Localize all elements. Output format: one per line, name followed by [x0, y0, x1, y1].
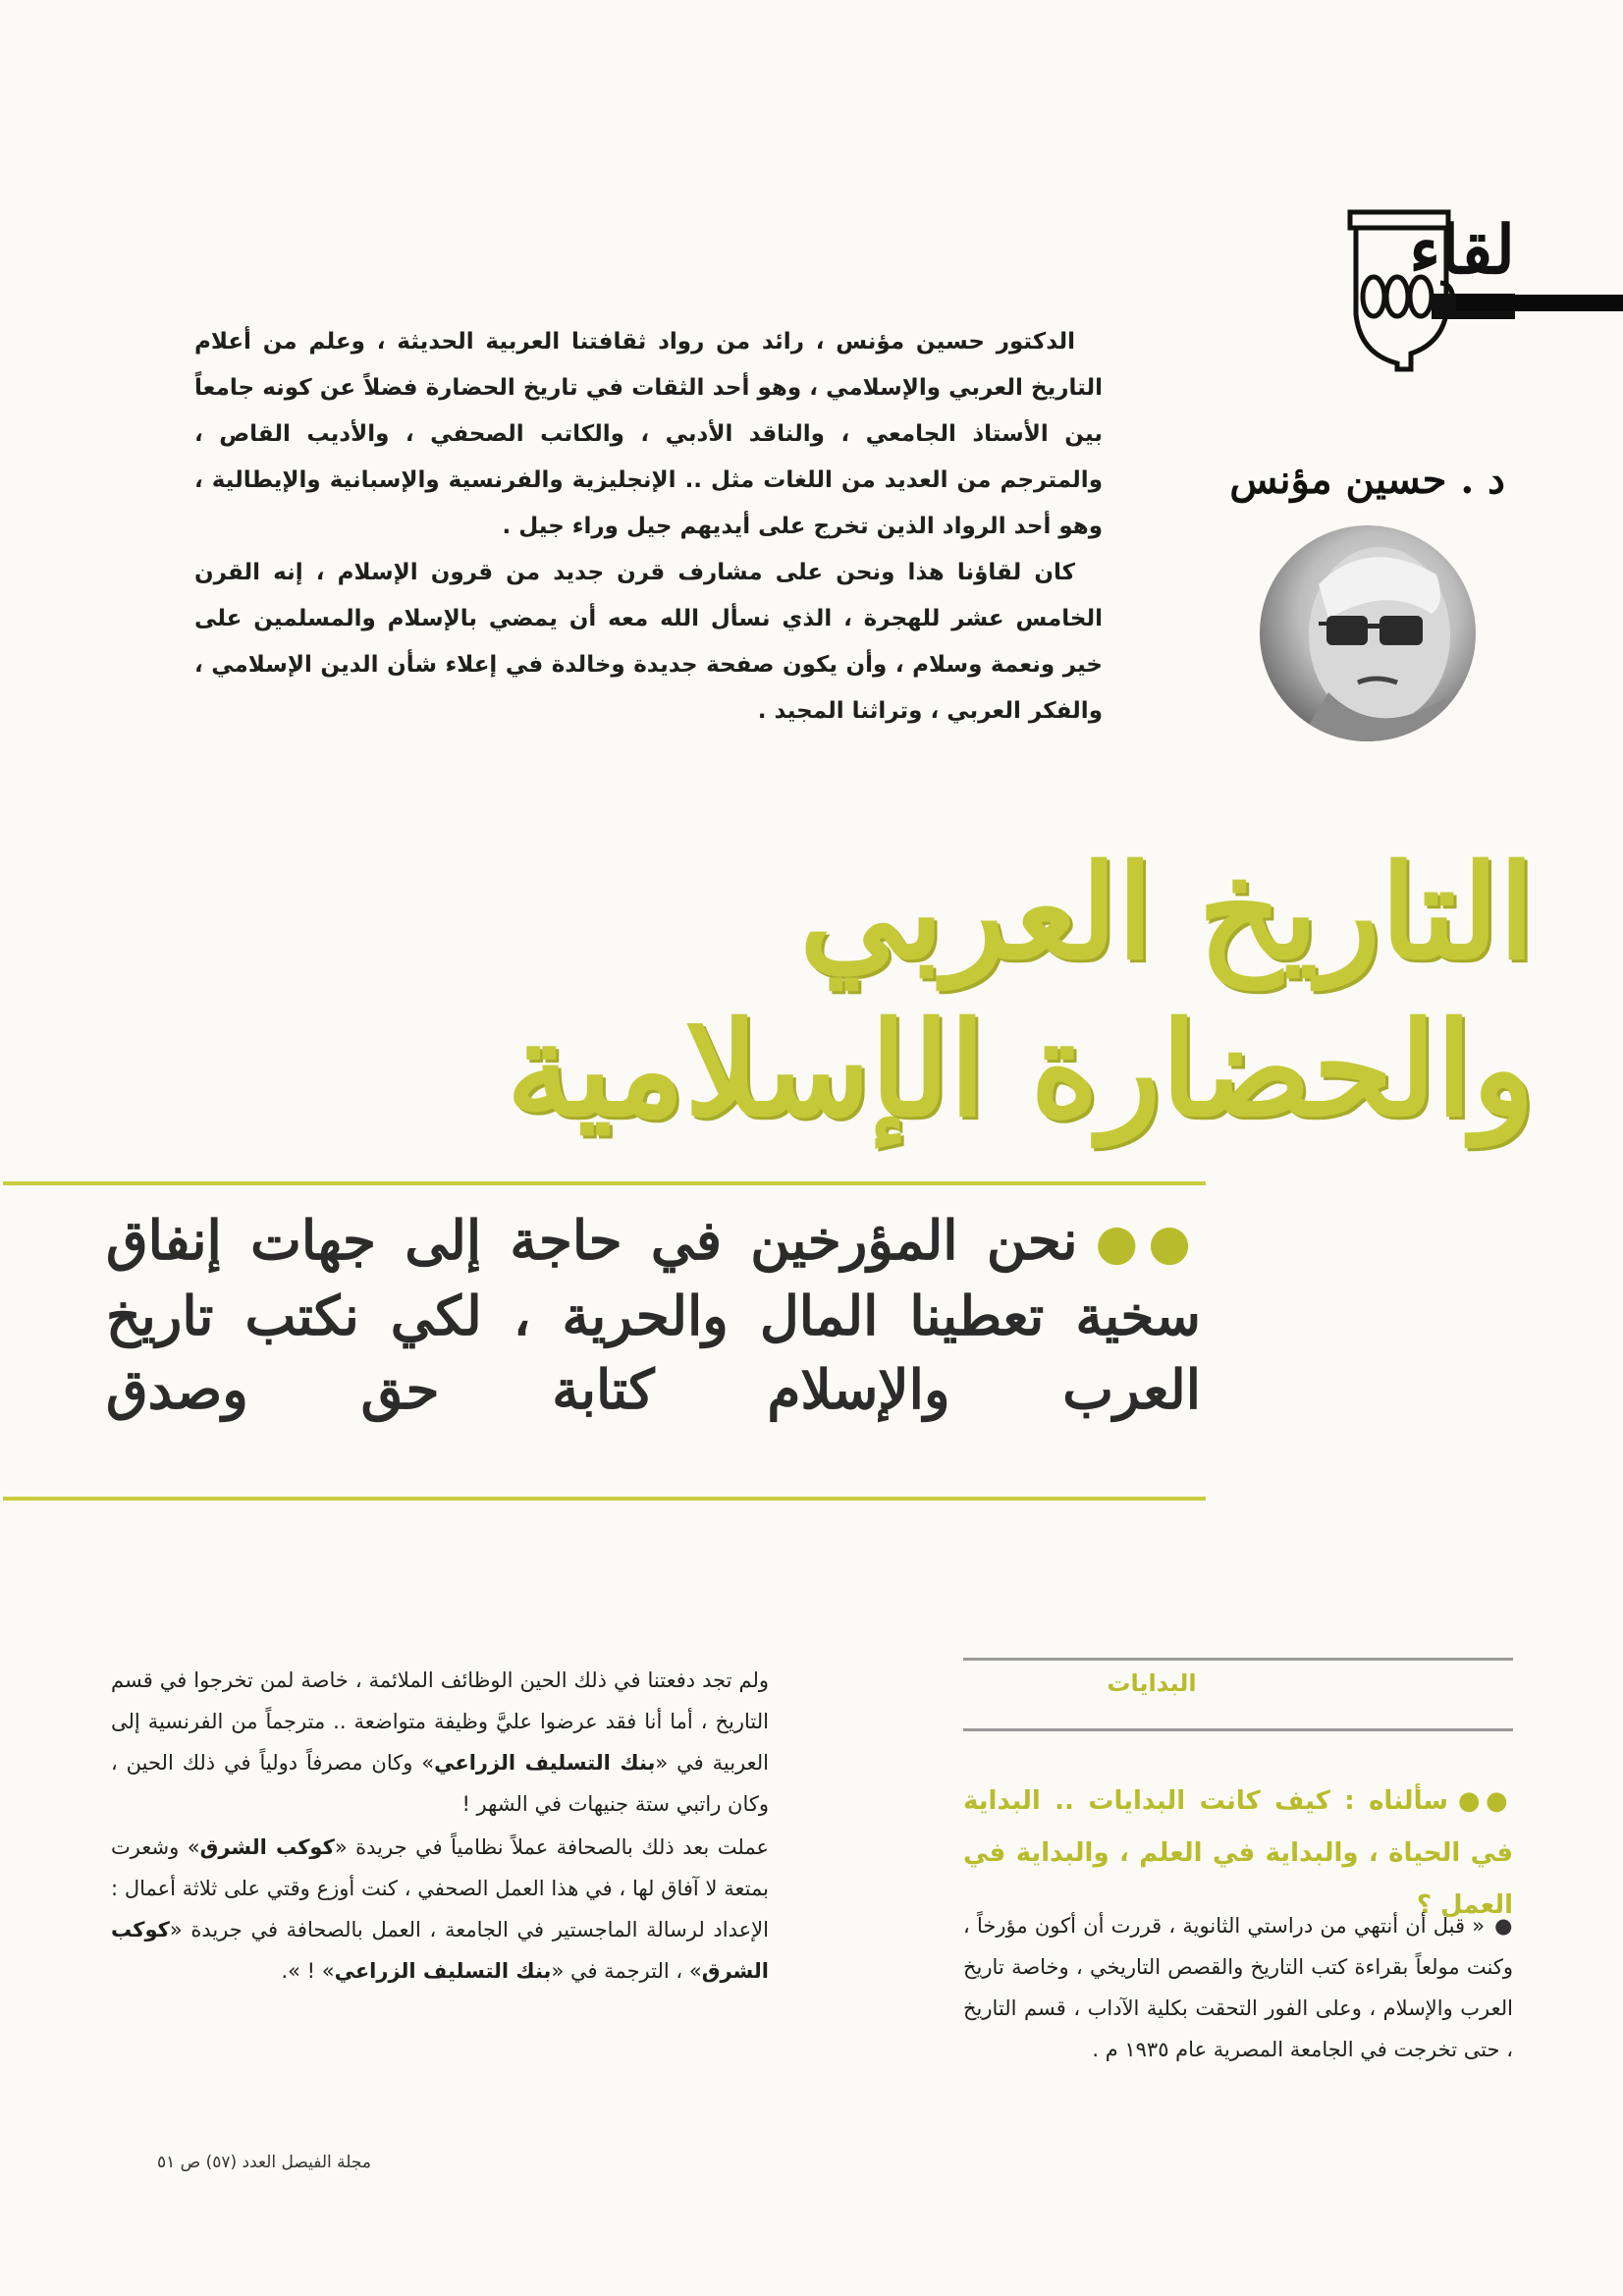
body-text: » وكان مصرفاً دولياً في ذلك الحين ، وكان راتبي ستة جنيهات في الشهر ! [111, 1751, 769, 1816]
body-paragraph [111, 1827, 769, 1992]
newspaper-name: كوكب الشرق [199, 1835, 335, 1859]
portrait-image [1260, 525, 1476, 741]
article-title [101, 835, 1535, 1149]
title-line-2: والحضارة الإسلامية [506, 994, 1535, 1146]
answer-continued [111, 1660, 769, 1994]
body-text: » ! ». [281, 1959, 335, 1983]
edge-bar [1456, 295, 1623, 311]
author-photo [1260, 525, 1476, 741]
sidebar-rule-mid [963, 1728, 1513, 1731]
body-paragraph [111, 1660, 769, 1825]
body-text: عملت بعد ذلك بالصحافة عملاً نظامياً في جريدة « [334, 1835, 769, 1859]
question-marker: ●● [1457, 1786, 1513, 1816]
bank-name: بنك التسليف الزراعي [434, 1751, 656, 1775]
title-line-1: التاريخ العربي [799, 837, 1535, 989]
bank-name: بنك التسليف الزراعي [334, 1959, 552, 1983]
author-name: د . حسين مؤنس [1229, 457, 1505, 503]
newspaper-name: كوكب الشرق [111, 1918, 769, 1983]
answer-text: « قبل أن أنتهي من دراستي الثانوية ، قررت أن أكون مؤرخاً ، وكنت مولعاً بقراءة كتب التاريخ والقصص التاريخي ، وخاصة تاريخ العرب والإسلام ، وعلى الفور التحقت بكلية الآداب ، قسم التاريخ ، حتى تخرجت في الجامعة المصرية عام ١٩٣٥ م . [963, 1914, 1513, 2061]
answer-marker: ● [1494, 1914, 1513, 1938]
intro-text [194, 319, 1103, 735]
pull-quote-text: نحن المؤرخين في حاجة إلى جهات إنفاق سخية تعطينا المال والحرية ، لكي نكتب تاريخ العرب والإسلام كتابة حق وصدق [106, 1208, 1201, 1421]
pull-quote [106, 1203, 1201, 1426]
pull-quote-rule-bottom [3, 1497, 1206, 1501]
question-text: سألناه : كيف كانت البدايات .. البداية في الحياة ، والبداية في العلم ، والبداية في العمل ؟ [963, 1786, 1513, 1920]
pull-quote-rule-top [3, 1181, 1206, 1185]
interview-answer [963, 1905, 1513, 2070]
intro-paragraph: كان لقاؤنا هذا ونحن على مشارف قرن جديد من قرون الإسلام ، إنه القرن الخامس عشر للهجرة ، الذي نسأل الله معه أن يمضي بالإسلام والمسلمين على خير ونعمة وسلام ، وأن يكون صفحة جديدة وخالدة في إعلاء شأن الدين الإسلامي ، والفكر العربي ، وتراثنا المجيد . [194, 560, 1103, 724]
sidebar-heading: البدايات [1107, 1669, 1197, 1697]
intro-paragraph: الدكتور حسين مؤنس ، رائد من رواد ثقافتنا العربية الحديثة ، وعلم من أعلام التاريخ العربي والإسلامي ، وهو أحد الثقات في تاريخ الحضارة فضلاً عن كونه جامعاً بين الأستاذ الجامعي ، والناقد الأدبي ، والكاتب الصحفي ، والأديب القاص ، والمترجم من العديد من اللغات مثل .. الإنجليزية والفرنسية والإسبانية والإيطالية ، وهو أحد الرواد الذين تخرج على أيديهم جيل وراء جيل . [194, 329, 1103, 539]
page-footer: مجلة الفيصل العدد (٥٧) ص ٥١ [156, 2153, 371, 2172]
hand-pointing-icon [1338, 206, 1466, 373]
body-text: » ، الترجمة في « [551, 1959, 702, 1983]
sidebar-rule-top [963, 1658, 1513, 1661]
body-text: » وشعرت بمتعة لا آفاق لها ، في هذا العمل الصحفي ، كنت أوزع وقتي على ثلاثة أعمال : الإعداد لرسالة الماجستير في الجامعة ، العمل بالصحافة في جريدة « [111, 1835, 769, 1941]
section-label: لقاء [1409, 211, 1515, 290]
body-text: ولم تجد دفعتنا في ذلك الحين الوظائف الملائمة ، خاصة لمن تخرجوا في قسم التاريخ ، أما أنا فقد عرضوا عليَّ وظيفة متواضعة .. مترجماً من الفرنسية إلى العربية في « [111, 1668, 769, 1775]
pull-quote-marker: ●● [1095, 1213, 1201, 1271]
